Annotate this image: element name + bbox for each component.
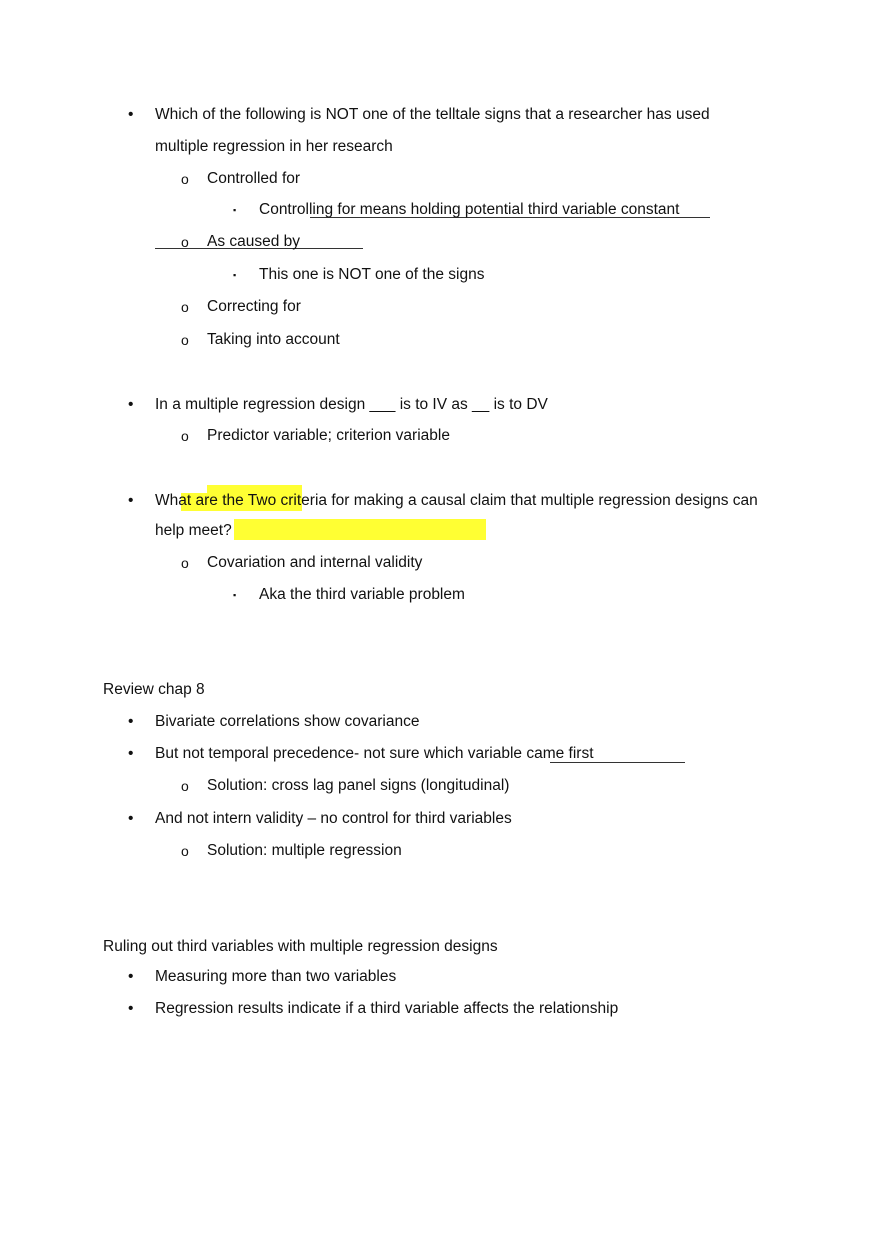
review-item-3: And not intern validity – no control for third variables	[155, 810, 512, 827]
q3-answer: Covariation and internal validity	[207, 554, 423, 571]
q1-line2: multiple regression in her research	[155, 138, 393, 155]
circle-bullet-icon: o	[181, 234, 189, 250]
review-item-3-sub: Solution: multiple regression	[207, 842, 402, 859]
q1-line1: Which of the following is NOT one of the telltale signs that a researcher has used	[155, 106, 710, 123]
q3-note: Aka the third variable problem	[259, 586, 465, 603]
bullet-icon: •	[128, 396, 134, 413]
q1-option-a-note: Controlling for means holding potential third variable constant	[259, 201, 680, 218]
q1-option-a: Controlled for	[207, 170, 301, 187]
q2-line1: In a multiple regression design ___ is to IV as __ is to DV	[155, 396, 548, 413]
bullet-icon: •	[128, 810, 134, 827]
square-bullet-icon: ▪	[233, 205, 237, 215]
bullet-icon: •	[128, 106, 134, 123]
review-item-1: Bivariate correlations show covariance	[155, 713, 420, 730]
q1-option-b: As caused by	[207, 233, 301, 250]
q1-option-c: Correcting for	[207, 298, 301, 315]
bullet-icon: •	[128, 492, 134, 509]
q2-answer: Predictor variable; criterion variable	[207, 427, 450, 444]
bullet-icon: •	[128, 713, 134, 730]
ruling-item-1: Measuring more than two variables	[155, 968, 397, 985]
bullet-icon: •	[128, 1000, 134, 1017]
bullet-icon: •	[128, 745, 134, 762]
circle-bullet-icon: o	[181, 171, 189, 187]
circle-bullet-icon: o	[181, 555, 189, 571]
ruling-item-2: Regression results indicate if a third variable affects the relationship	[155, 1000, 619, 1017]
q1-option-d: Taking into account	[207, 331, 340, 348]
circle-bullet-icon: o	[181, 299, 189, 315]
circle-bullet-icon: o	[181, 778, 189, 794]
circle-bullet-icon: o	[181, 428, 189, 444]
section-heading: Review chap 8	[103, 681, 205, 698]
q3-line1: What are the Two criteria for making a causal claim that multiple regression designs can	[155, 492, 758, 509]
review-item-2: But not temporal precedence- not sure which variable came first	[155, 745, 594, 762]
circle-bullet-icon: o	[181, 843, 189, 859]
square-bullet-icon: ▪	[233, 270, 237, 280]
q3-line2: help meet?	[155, 522, 232, 539]
square-bullet-icon: ▪	[233, 590, 237, 600]
review-item-2-sub: Solution: cross lag panel signs (longitudinal)	[207, 777, 510, 794]
circle-bullet-icon: o	[181, 332, 189, 348]
q1-option-b-note: This one is NOT one of the signs	[259, 266, 485, 283]
bullet-icon: •	[128, 968, 134, 985]
section-heading: Ruling out third variables with multiple regression designs	[103, 938, 498, 955]
text-highlight	[234, 519, 486, 540]
